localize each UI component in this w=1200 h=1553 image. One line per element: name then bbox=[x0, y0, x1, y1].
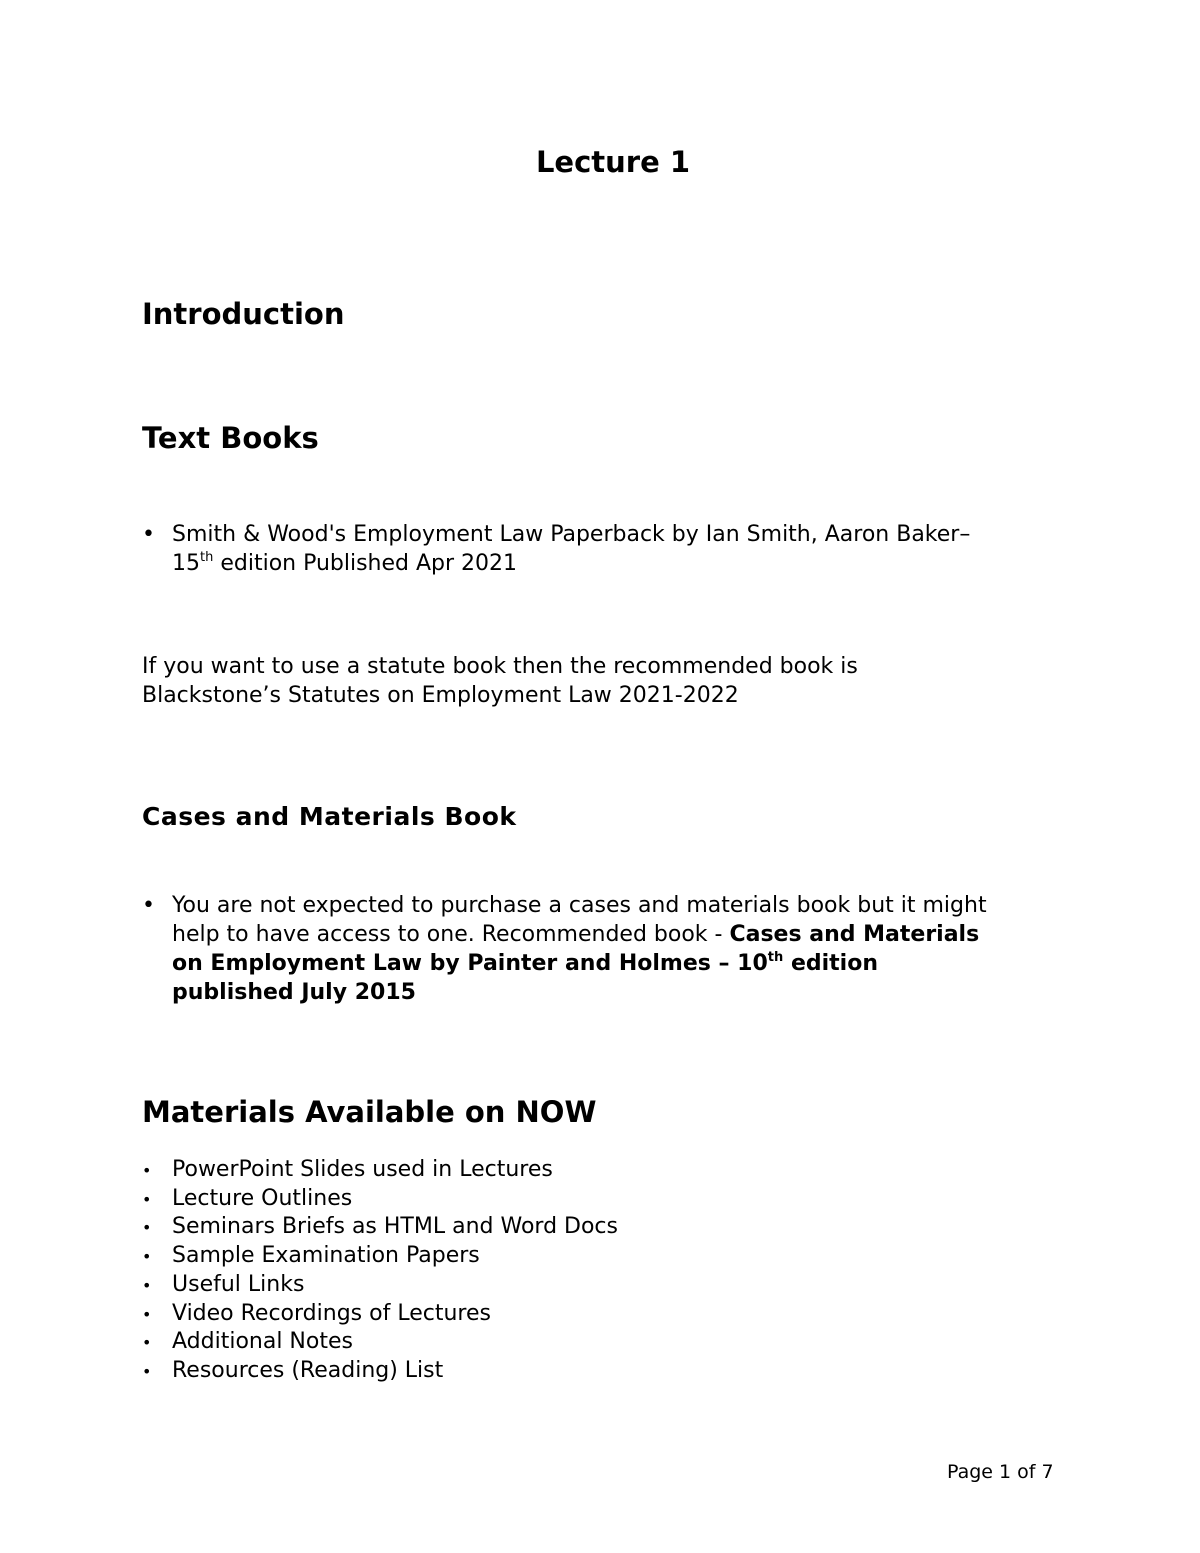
statute-paragraph bbox=[142, 652, 858, 710]
textbook-line-2: 15th edition Published Apr 2021 bbox=[172, 550, 518, 576]
bullet-icon: • bbox=[142, 1275, 152, 1295]
bullet-icon: • bbox=[142, 1333, 152, 1353]
bullet-icon: • bbox=[142, 1189, 152, 1209]
textbook-line-1: Smith & Wood's Employment Law Paperback by Ian Smith, Aaron Baker– bbox=[172, 522, 971, 547]
cases-heading: Cases and Materials Book bbox=[142, 802, 517, 831]
list-item: • PowerPoint Slides used in Lectures bbox=[142, 1156, 618, 1185]
statute-line-2: Blackstone’s Statutes on Employment Law 2021-2022 bbox=[142, 683, 739, 708]
page-title: Lecture 1 bbox=[535, 145, 691, 179]
cases-line-3: on Employment Law by Painter and Holmes – 10th edition bbox=[172, 950, 878, 976]
textbook-list bbox=[142, 520, 1082, 578]
list-item: • Lecture Outlines bbox=[142, 1185, 618, 1214]
bullet-icon: • bbox=[142, 1218, 152, 1238]
cases-line-1: You are not expected to purchase a cases and materials book but it might bbox=[172, 893, 987, 918]
bullet-icon: • bbox=[142, 1161, 152, 1180]
bullet-icon: • bbox=[142, 1361, 152, 1381]
list-item: • Additional Notes bbox=[142, 1328, 618, 1357]
bullet-icon: • bbox=[142, 1304, 152, 1324]
introduction-heading: Introduction bbox=[142, 297, 345, 331]
bullet-icon: • bbox=[142, 1247, 152, 1267]
list-item: • Useful Links bbox=[142, 1271, 618, 1300]
list-item: • Video Recordings of Lectures bbox=[142, 1300, 618, 1329]
cases-list bbox=[142, 891, 1082, 1007]
cases-list-item bbox=[142, 891, 1082, 1007]
page-number-footer: Page 1 of 7 bbox=[947, 1461, 1054, 1483]
bullet-icon: • bbox=[142, 893, 155, 918]
materials-list bbox=[142, 1156, 618, 1386]
cases-line-2: help to have access to one. Recommended book - Cases and Materials bbox=[172, 922, 980, 947]
statute-line-1: If you want to use a statute book then the recommended book is bbox=[142, 654, 858, 679]
list-item: • Sample Examination Papers bbox=[142, 1242, 618, 1271]
list-item: • Seminars Briefs as HTML and Word Docs bbox=[142, 1213, 618, 1242]
bullet-icon: • bbox=[142, 522, 155, 547]
textbooks-heading: Text Books bbox=[142, 421, 319, 455]
cases-line-4: published July 2015 bbox=[172, 980, 416, 1005]
materials-heading: Materials Available on NOW bbox=[142, 1095, 597, 1129]
list-item: • Resources (Reading) List bbox=[142, 1357, 618, 1386]
textbook-list-item bbox=[142, 520, 1082, 578]
